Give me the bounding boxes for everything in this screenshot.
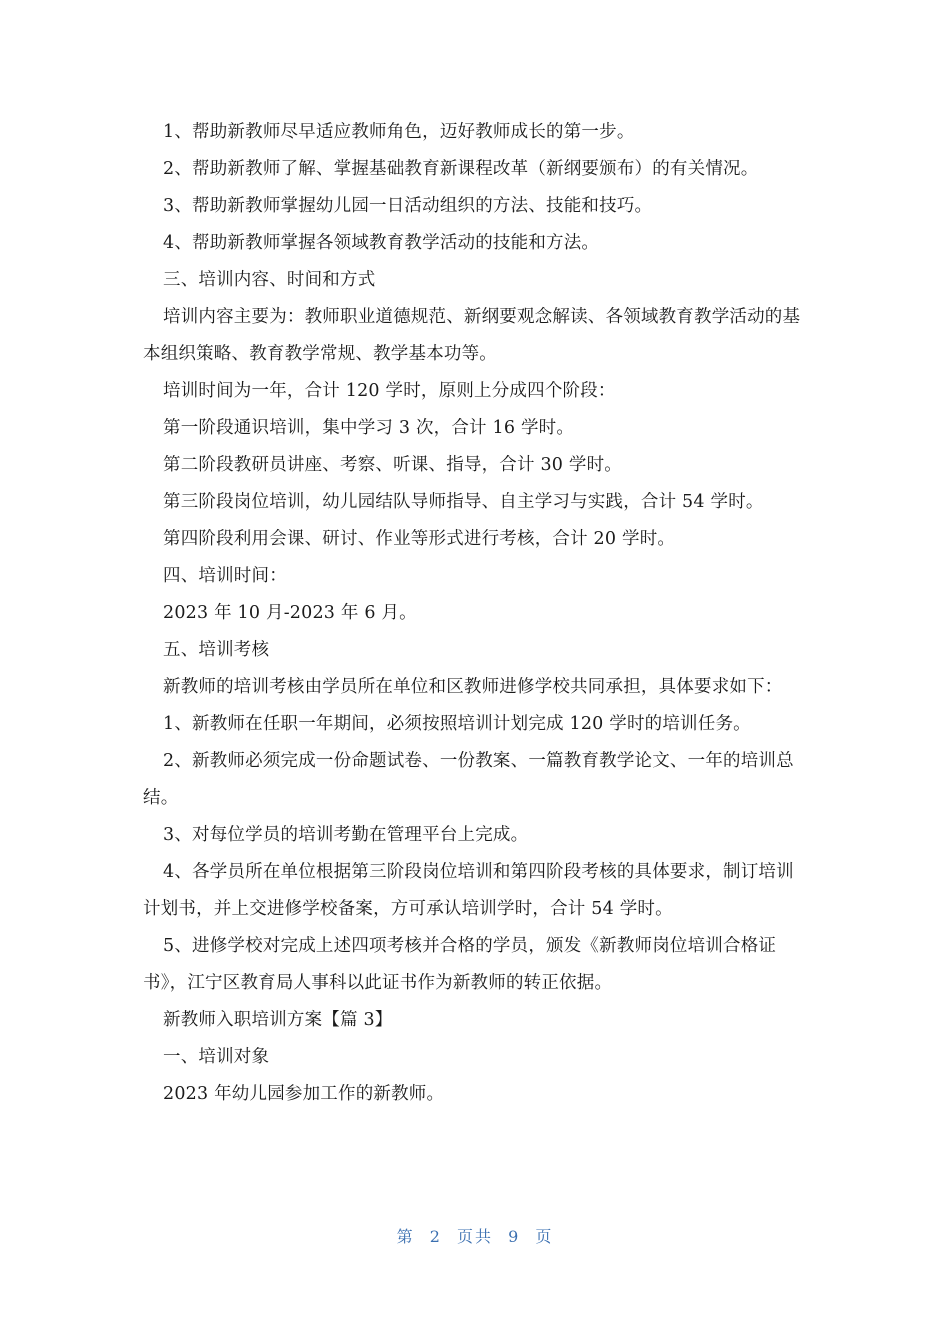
paragraph: 第二阶段教研员讲座、考察、听课、指导，合计 30 学时。 bbox=[163, 455, 622, 475]
paragraph: 第一阶段通识培训，集中学习 3 次，合计 16 学时。 bbox=[163, 418, 575, 438]
paragraph: 2023 年 10 月-2023 年 6 月。 bbox=[163, 603, 417, 623]
paragraph: 2023 年幼儿园参加工作的新教师。 bbox=[163, 1084, 445, 1104]
paragraph: 1、新教师在任职一年期间，必须按照培训计划完成 120 学时的培训任务。 bbox=[163, 714, 751, 734]
paragraph: 1、帮助新教师尽早适应教师角色，迈好教师成长的第一步。 bbox=[163, 122, 635, 142]
paragraph: 3、对每位学员的培训考勤在管理平台上完成。 bbox=[163, 825, 529, 845]
paragraph: 第四阶段利用会课、研讨、作业等形式进行考核，合计 20 学时。 bbox=[163, 529, 676, 549]
paragraph: 2、帮助新教师了解、掌握基础教育新课程改革（新纲要颁布）的有关情况。 bbox=[163, 159, 759, 179]
paragraph: 5、进修学校对完成上述四项考核并合格的学员，颁发《新教师岗位培训合格证书》，江宁区教育局人事科以此证书作为新教师的转正依据。 bbox=[143, 936, 777, 993]
paragraph: 培训内容主要为：教师职业道德规范、新纲要观念解读、各领域教育教学活动的基本组织策略、教育教学常规、教学基本功等。 bbox=[143, 307, 801, 364]
paragraph: 2、新教师必须完成一份命题试卷、一份教案、一篇教育教学论文、一年的培训总结。 bbox=[143, 751, 794, 808]
section-heading: 四、培训时间： bbox=[163, 566, 287, 586]
paragraph: 培训时间为一年，合计 120 学时，原则上分成四个阶段： bbox=[163, 381, 616, 401]
footer-middle: 页共 bbox=[456, 1227, 493, 1246]
current-page-number: 2 bbox=[429, 1227, 442, 1246]
paragraph: 新教师的培训考核由学员所在单位和区教师进修学校共同承担，具体要求如下： bbox=[163, 677, 783, 697]
paragraph: 3、帮助新教师掌握幼儿园一日活动组织的方法、技能和技巧。 bbox=[163, 196, 653, 216]
paragraph: 4、帮助新教师掌握各领域教育教学活动的技能和方法。 bbox=[163, 233, 600, 253]
footer-prefix: 第 bbox=[396, 1227, 415, 1246]
section-title: 新教师入职培训方案【篇 3】 bbox=[163, 1010, 393, 1030]
paragraph: 4、各学员所在单位根据第三阶段岗位培训和第四阶段考核的具体要求，制订培训计划书，并上交进修学校备案，方可承认培训学时，合计 54 学时。 bbox=[143, 862, 794, 919]
section-heading: 五、培训考核 bbox=[163, 640, 270, 660]
footer-suffix: 页 bbox=[535, 1227, 554, 1246]
document-body bbox=[143, 114, 809, 1113]
page-footer bbox=[0, 1224, 950, 1247]
total-page-number: 9 bbox=[508, 1227, 521, 1246]
section-heading: 一、培训对象 bbox=[163, 1047, 270, 1067]
paragraph: 第三阶段岗位培训，幼儿园结队导师指导、自主学习与实践，合计 54 学时。 bbox=[163, 492, 764, 512]
section-heading: 三、培训内容、时间和方式 bbox=[163, 270, 376, 290]
